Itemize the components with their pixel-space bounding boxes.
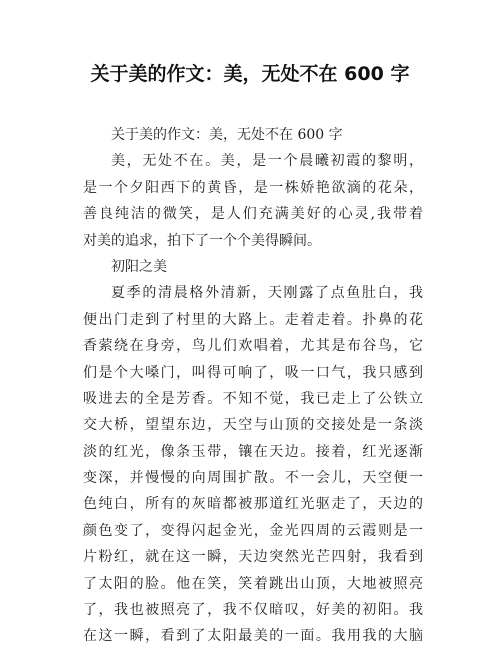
text-line: 颜色变了，变得闪起金光，金光四周的云霞则是一 bbox=[83, 522, 423, 539]
text-line: 了太阳的脸。他在笑，笑着跳出山顶，大地被照亮 bbox=[83, 575, 423, 592]
text-line: 了，我也被照亮了，我不仅暗叹，好美的初阳。我 bbox=[83, 602, 423, 619]
text-line: 夏季的清晨格外清新，天刚露了点鱼肚白，我 bbox=[111, 285, 423, 302]
text-line: 色纯白，所有的灰暗都被那道红光驱走了，天边的 bbox=[83, 496, 423, 513]
text-line: 便出门走到了村里的大路上。走着走着。扑鼻的花 bbox=[83, 311, 423, 328]
text-line: 是一个夕阳西下的黄昏，是一株娇艳欲滴的花朵， bbox=[83, 179, 423, 196]
text-line: 淡的红光，像条玉带，镶在天边。接着，红光逐渐 bbox=[83, 443, 423, 460]
text-line: 对美的追求，拍下了一个个美得瞬间。 bbox=[83, 232, 321, 249]
text-line: 吸进去的全是芳香。不知不觉，我已走上了公铁立 bbox=[83, 390, 423, 407]
document-body bbox=[83, 122, 423, 650]
text-line: 交大桥，望望东边，天空与山顶的交接处是一条淡 bbox=[83, 417, 423, 434]
text-line: 片粉红，就在这一瞬，天边突然光芒四射，我看到 bbox=[83, 549, 423, 566]
document-title: 关于美的作文：美，无处不在 600 字 bbox=[90, 63, 410, 85]
text-line: 初阳之美 bbox=[111, 258, 167, 275]
text-line: 关于美的作文：美，无处不在 600 字 bbox=[111, 127, 343, 143]
text-line: 变深，并慢慢的向周围扩散。不一会儿，天空便一 bbox=[83, 470, 423, 487]
text-line: 善良纯洁的微笑，是人们充满美好的心灵,我带着 bbox=[83, 206, 423, 223]
text-line: 香萦绕在身旁，鸟儿们欢唱着，尤其是布谷鸟，它 bbox=[83, 338, 423, 355]
text-line: 们是个大嗓门，叫得可响了，吸一口气，我只感到 bbox=[83, 364, 423, 381]
text-line: 在这一瞬，看到了太阳最美的一面。我用我的大脑 bbox=[83, 628, 423, 645]
text-line: 美，无处不在。美，是一个晨曦初霞的黎明， bbox=[111, 153, 423, 170]
